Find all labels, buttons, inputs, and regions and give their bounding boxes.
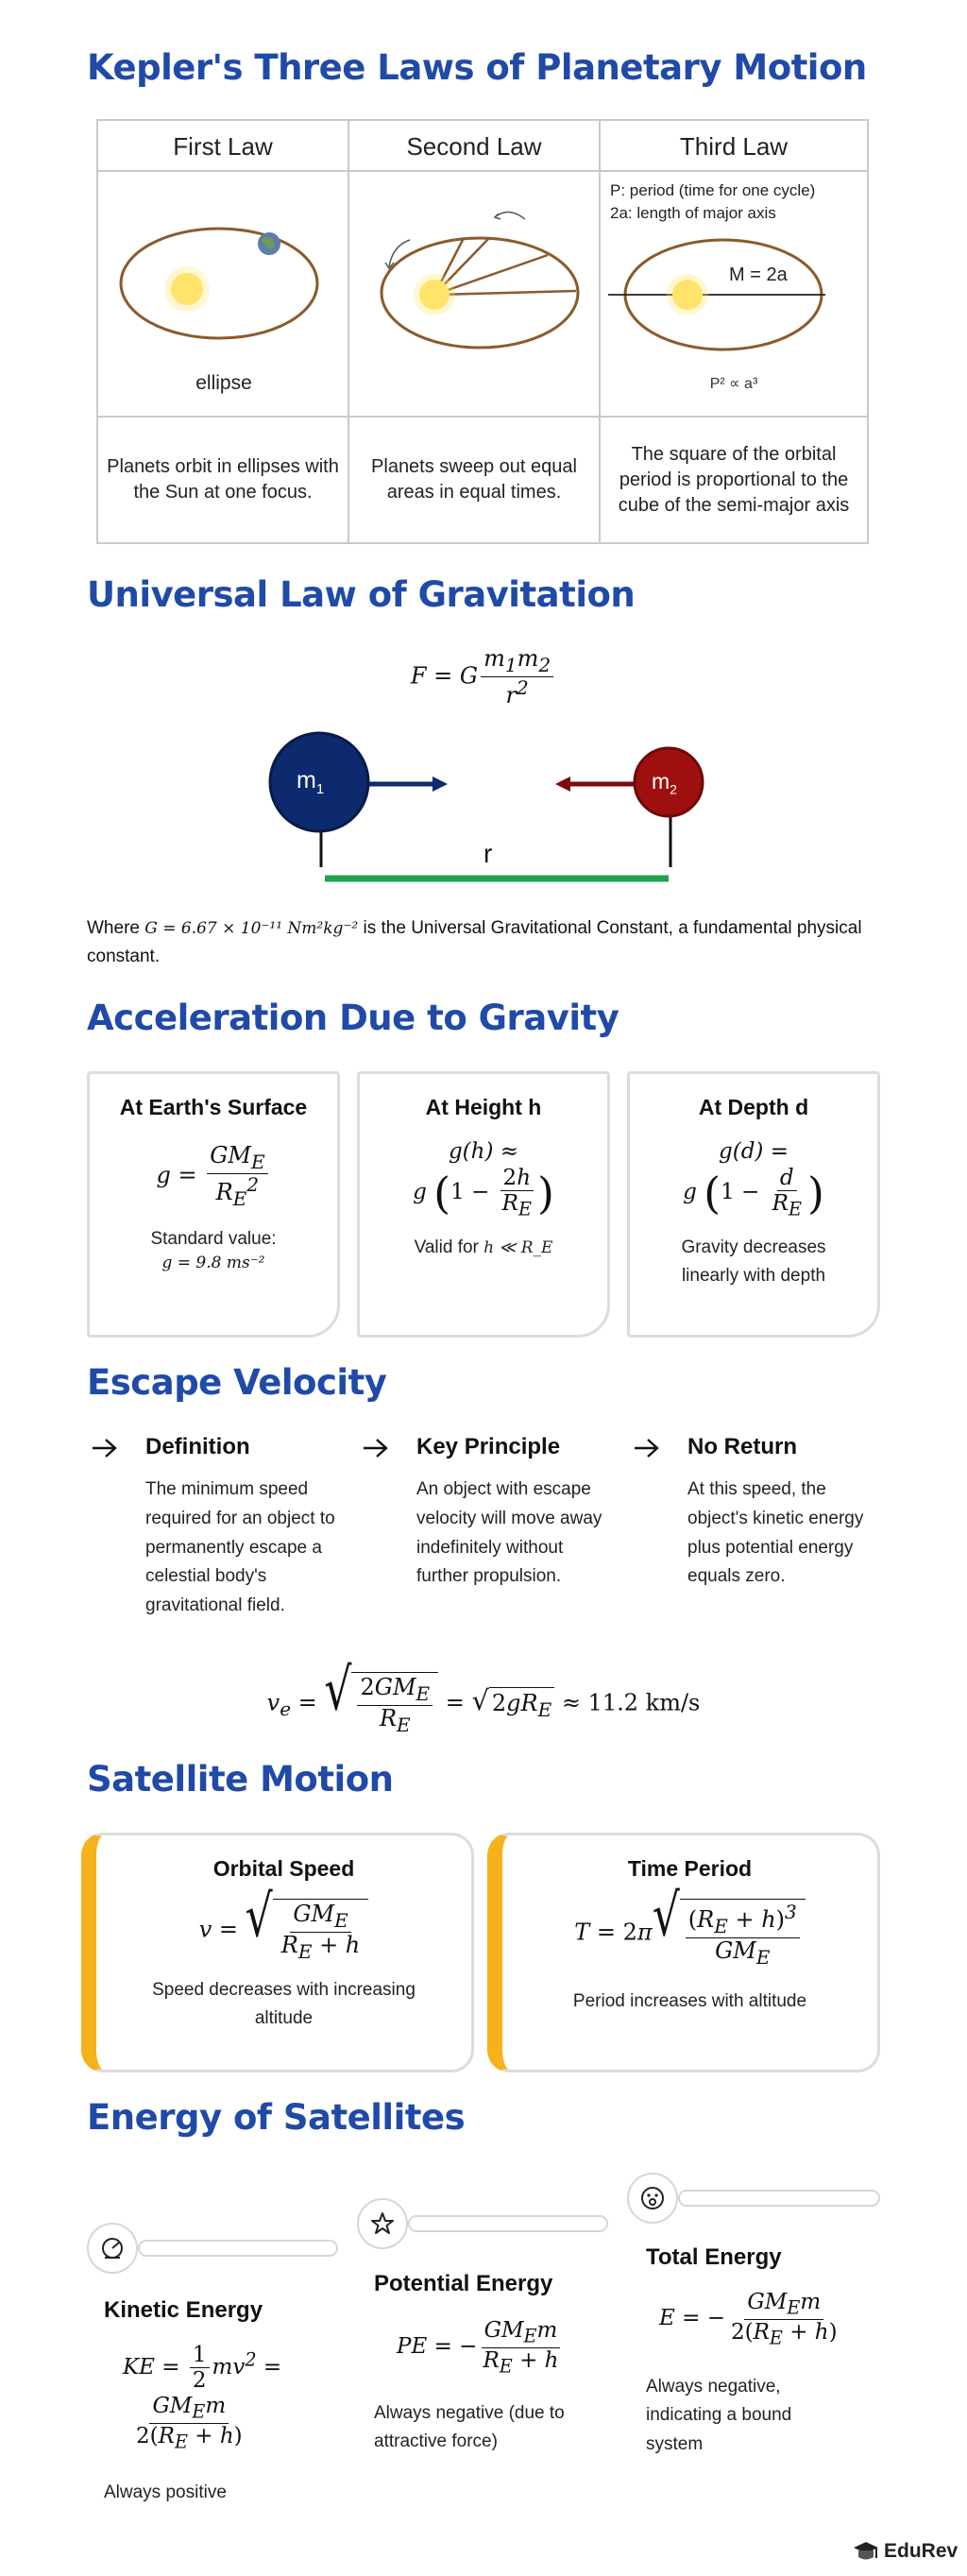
card-note: Valid for h ≪ R_E xyxy=(414,1237,553,1257)
first-law-diagram xyxy=(98,172,349,418)
depth-formula: g(d) = g (1 − $\frac{d}{R_E}$ ) xyxy=(683,1139,824,1220)
graduation-cap-icon xyxy=(852,2539,880,2564)
kepler-title: Kepler's Three Laws of Planetary Motion xyxy=(87,47,867,88)
distance-label: r xyxy=(484,839,493,868)
time-period-card xyxy=(487,1833,880,2073)
kepler-header-third: Third Law xyxy=(601,121,867,172)
card-note: Gravity decreases linearly with depth xyxy=(681,1237,826,1287)
potential-progress-track xyxy=(408,2215,608,2232)
card-text: Speed decreases with increasing altitude xyxy=(152,1979,416,2028)
surface-formula: g = $\frac{GM_E}{R_E^2}$ xyxy=(90,1143,337,1210)
potential-title: Potential Energy xyxy=(374,2271,553,2296)
earth-surface-card xyxy=(87,1071,340,1338)
kinetic-formula: KE = $\frac{1}{2}$ $mv^2$ = $\frac{GM_Em}{2(R_E + h)}$ xyxy=(123,2343,282,2453)
time-period-formula: T = 2π √ $\frac{(R_E + h)^3}{GM_E}$ xyxy=(502,1899,877,1969)
axis-legend: 2a: length of major axis xyxy=(610,204,776,222)
orbit-ellipse xyxy=(121,229,317,338)
escape-item-text: At this speed, the object's kinetic energy plus potential energy equals zero. xyxy=(687,1479,864,1587)
equal-areas-diagram xyxy=(349,172,597,414)
edurev-logo xyxy=(852,2539,958,2564)
mass-2-label: $m_2$ xyxy=(652,769,677,797)
major-axis-label: M = 2a xyxy=(729,264,788,285)
gravitation-constant-note: Where G = 6.67 × 10⁻¹¹ Nm²kg⁻² is the Universal Gravitational Constant, a fundamental physical constant. xyxy=(87,918,862,967)
kepler-table xyxy=(96,119,869,544)
gravitation-title: Universal Law of Gravitation xyxy=(87,574,636,615)
orbital-speed-card xyxy=(81,1833,474,2073)
total-progress-track xyxy=(678,2190,880,2207)
card-text: Period increases with altitude xyxy=(572,1990,807,2011)
potential-icon-circle xyxy=(357,2198,408,2249)
total-formula: E = − $\frac{GM_Em}{2(R_E + h)}$ xyxy=(659,2290,838,2349)
energy-title: Energy of Satellites xyxy=(87,2097,466,2138)
third-law-description: The square of the orbital period is proportional to the cube of the semi-major axis xyxy=(618,443,850,516)
total-title: Total Energy xyxy=(646,2244,782,2270)
orbital-speed-formula: v = √ $\frac{GM_E}{R_E + h}$ xyxy=(96,1899,471,1963)
potential-text: Always negative (due to attractive force) xyxy=(374,2403,565,2452)
depth-card xyxy=(627,1071,880,1338)
second-law-diagram xyxy=(349,172,601,418)
card-title: Time Period xyxy=(627,1856,753,1881)
third-law-diagram xyxy=(601,172,867,418)
escape-item-text: An object with escape velocity will move away indefinitely without further propulsion. xyxy=(416,1479,602,1587)
kinetic-icon-circle xyxy=(87,2223,138,2274)
kinetic-title: Kinetic Energy xyxy=(104,2297,263,2323)
arrow-right-icon xyxy=(91,1437,119,1459)
card-title: At Earth's Surface xyxy=(119,1095,308,1119)
ellipse-label: ellipse xyxy=(195,372,252,394)
escape-item-text: The minimum speed required for an object to permanently escape a celestial body's gravitational field. xyxy=(145,1479,335,1616)
first-law-description: Planets orbit in ellipses with the Sun at one focus. xyxy=(98,418,349,542)
height-formula: g(h) ≈ g (1 − $\frac{2h}{R_E}$ ) xyxy=(413,1139,554,1220)
arrow-right-icon xyxy=(362,1437,390,1459)
period-relation: P² ∝ a³ xyxy=(709,376,758,392)
escape-item-title: Key Principle xyxy=(416,1434,561,1459)
standard-value: g = 9.8 ms⁻² xyxy=(161,1253,265,1272)
kepler-header-first: First Law xyxy=(98,121,349,172)
acceleration-title: Acceleration Due to Gravity xyxy=(87,998,619,1038)
kinetic-progress-track xyxy=(138,2240,338,2257)
escape-item-title: No Return xyxy=(687,1434,797,1459)
kinetic-text: Always positive xyxy=(104,2482,227,2502)
face-icon xyxy=(639,2185,666,2211)
height-card xyxy=(357,1071,610,1338)
brand-name: EduRev xyxy=(884,2540,959,2562)
card-title: Orbital Speed xyxy=(212,1856,355,1881)
period-legend: P: period (time for one cycle) xyxy=(610,181,816,199)
escape-title: Escape Velocity xyxy=(87,1362,387,1403)
potential-formula: PE = − $\frac{GM_Em}{R_E + h}$ xyxy=(397,2318,559,2378)
gauge-icon xyxy=(99,2235,126,2261)
star-icon xyxy=(369,2210,396,2237)
escape-item-title: Definition xyxy=(145,1434,250,1459)
kepler-header-second: Second Law xyxy=(349,121,601,172)
total-icon-circle xyxy=(627,2173,678,2224)
escape-formula: $v_e$ = √ $\frac{2GM_E}{R_E}$ = √ $2gR_E$ ≈ 11.2 km/s xyxy=(266,1655,701,1736)
escape-result: ≈ 11.2 km/s xyxy=(561,1689,701,1716)
card-note: Standard value: xyxy=(150,1228,277,1249)
gravitation-formula: F = G $\frac{m_1m_2}{r^2}$ xyxy=(0,646,967,708)
second-law-description: Planets sweep out equal areas in equal times. xyxy=(349,418,601,542)
satellite-title: Satellite Motion xyxy=(87,1759,394,1800)
total-text: Always negative, indicating a bound system xyxy=(646,2377,792,2454)
arrow-right-icon xyxy=(633,1437,661,1459)
card-title: At Height h xyxy=(425,1095,542,1119)
mass-1-label: $m_1$ xyxy=(297,767,325,797)
card-title: At Depth d xyxy=(698,1095,809,1119)
